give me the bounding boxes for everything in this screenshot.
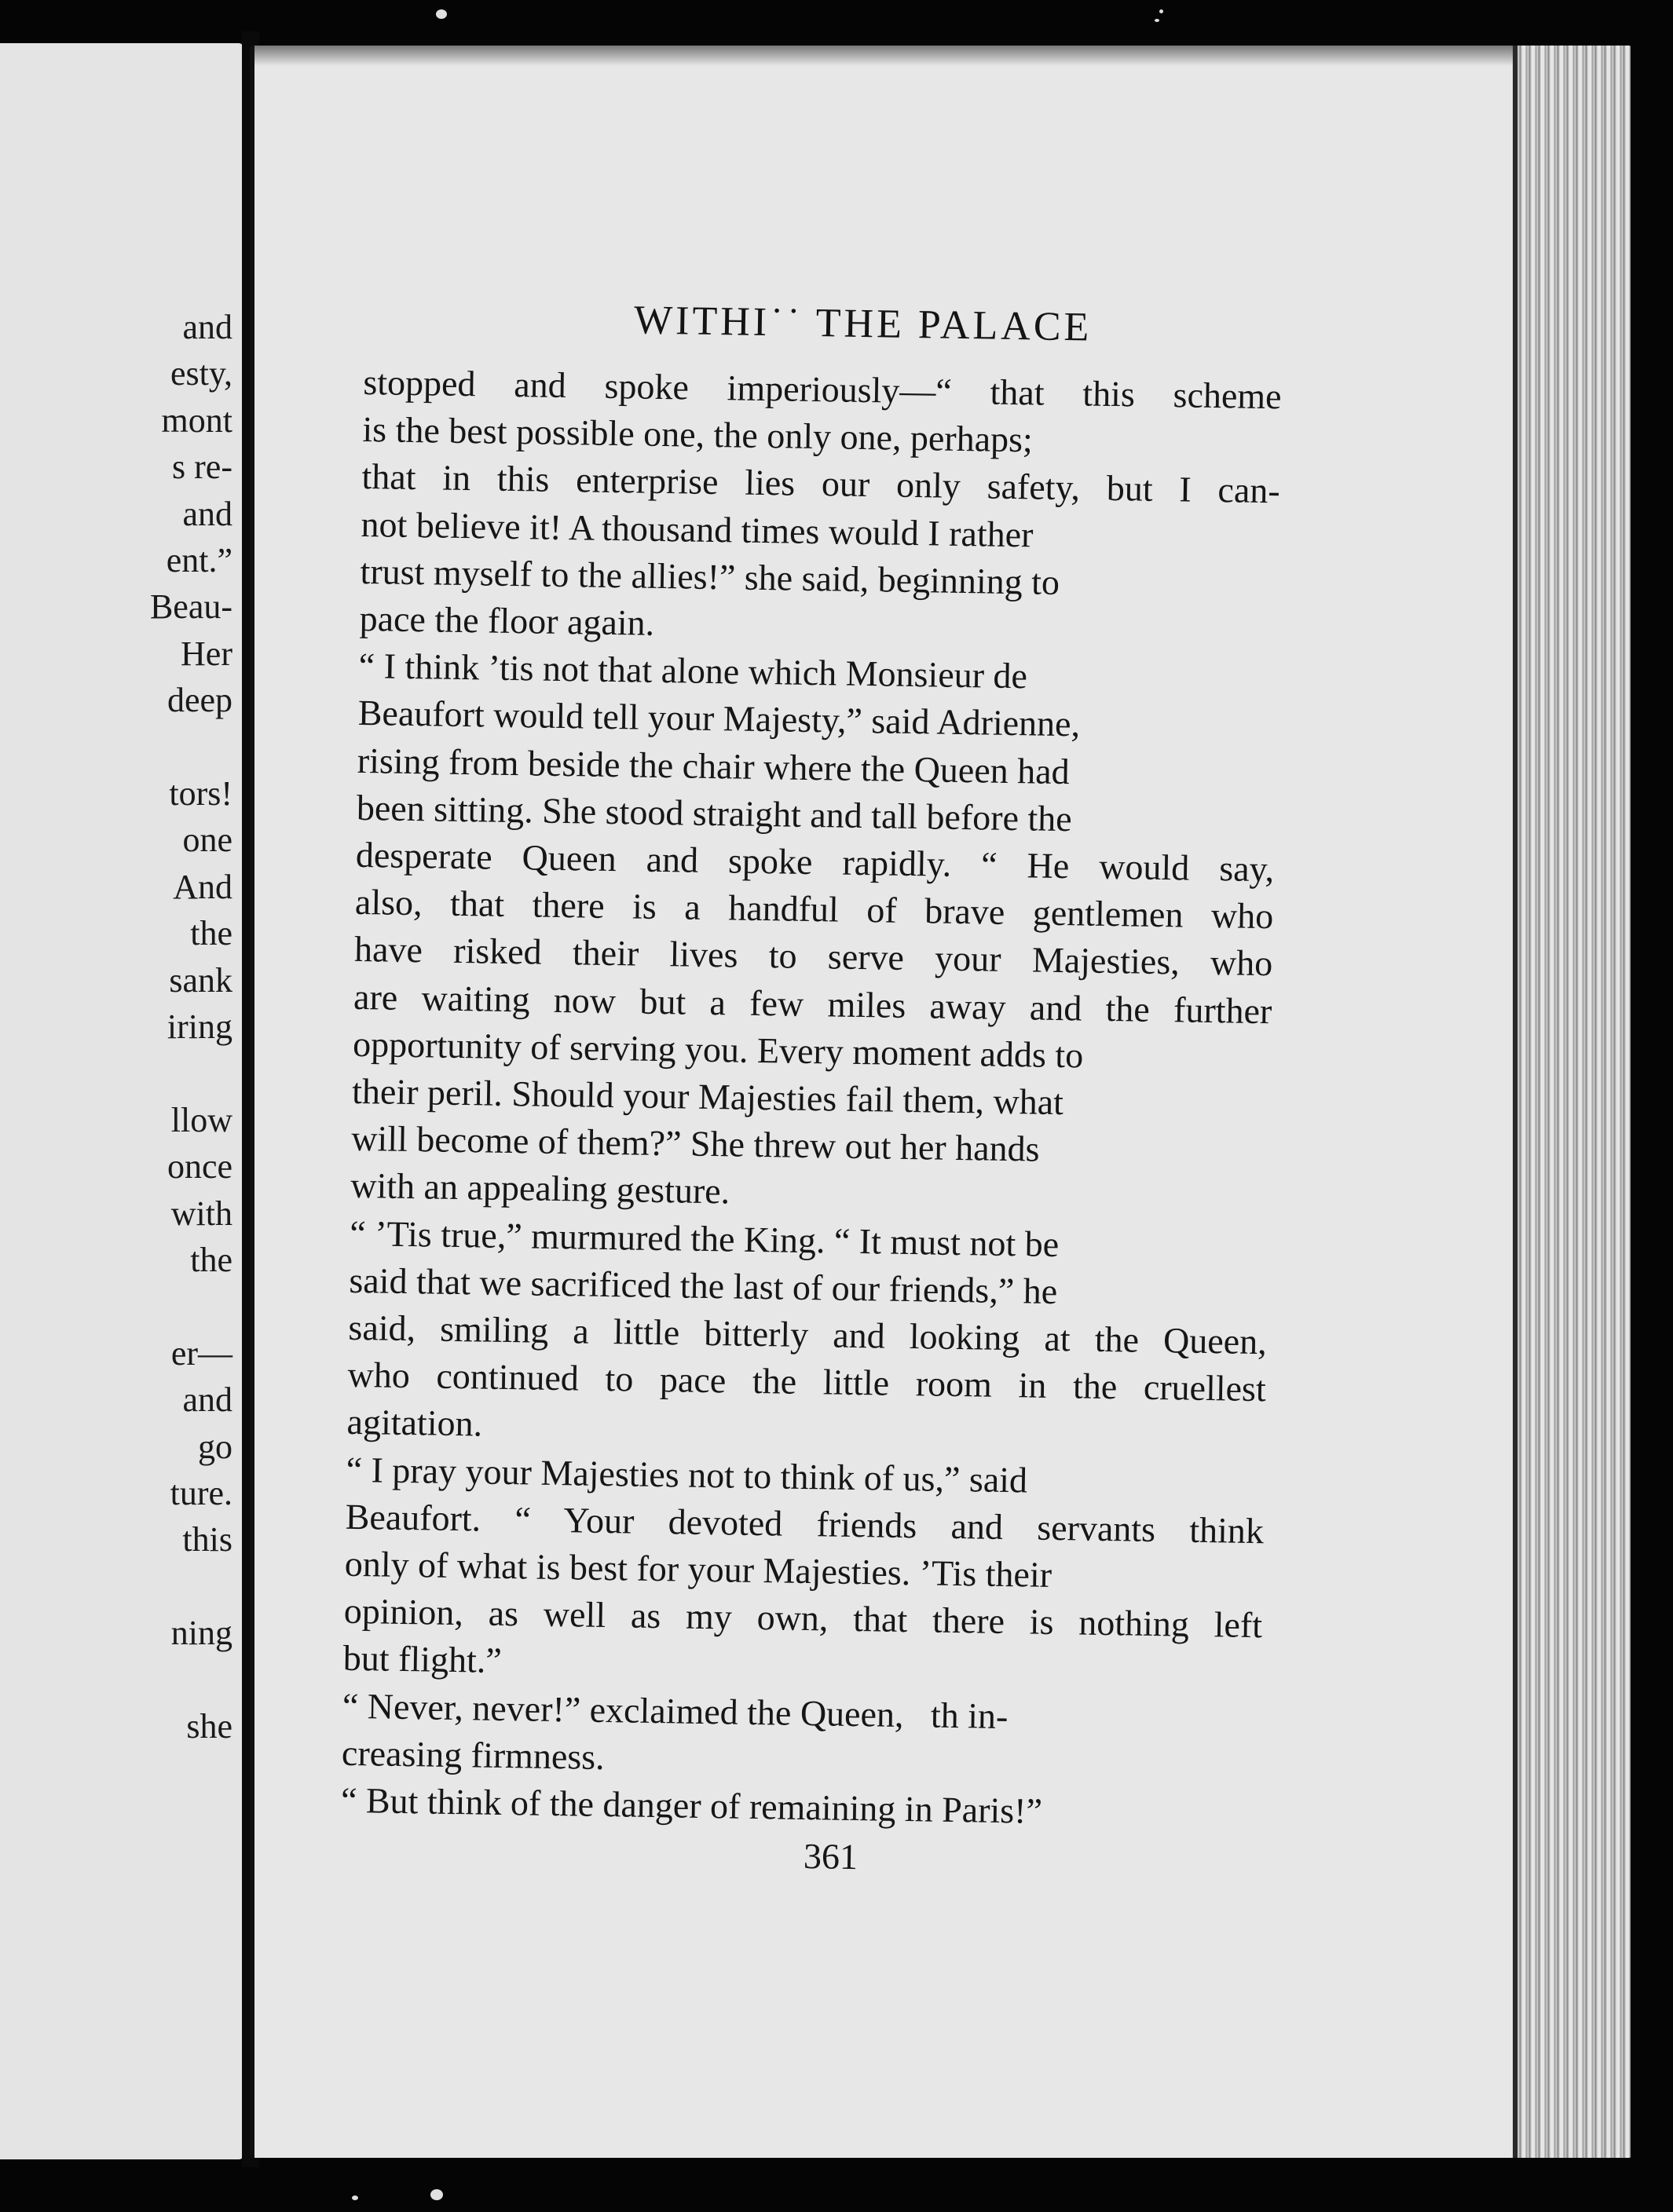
text-line: “ ’Tis true,” murmured the King. “ It must not be (350, 1212, 1060, 1264)
left-page-line: Her (181, 634, 232, 673)
left-page-line: and (182, 1380, 232, 1420)
right-page (250, 46, 1631, 2158)
text-line: have risked their lives to serve your Majesties, who (353, 929, 1273, 984)
left-page-line: tors! (169, 774, 232, 813)
left-page-line: ture. (170, 1474, 232, 1512)
text-line: only of what is best for your Majesties. ’Tis their (344, 1543, 1052, 1595)
text-line: who continued to pace the little room in the cruellest (347, 1355, 1267, 1409)
text-line: said, smiling a little bitterly and looking at the Queen, (348, 1307, 1268, 1362)
left-page-line: the (190, 914, 232, 953)
left-page-line: er— (170, 1333, 232, 1373)
text-line: are waiting now but a few miles away and the further (353, 976, 1272, 1031)
text-line: agitation. (346, 1402, 483, 1444)
text-line: creasing firmness. (341, 1732, 606, 1777)
text-line: rising from beside the chair where the Queen had (357, 740, 1071, 792)
left-page-line: with (170, 1194, 232, 1233)
left-page-line: and (182, 494, 232, 533)
dust-speck (1159, 9, 1163, 13)
text-line: desperate Queen and spoke rapidly. “ He would say, (355, 834, 1275, 890)
left-page-line: And (173, 867, 232, 906)
left-page-line: Beau- (149, 587, 232, 627)
running-head: WITHI˙˙ THE PALACE (633, 298, 1093, 350)
text-line: “ I think ’tis not that alone which Monsieur de (358, 645, 1028, 697)
text-line: with an appealing gesture. (350, 1165, 730, 1212)
left-page-line: esty, (170, 354, 232, 393)
left-page-line: she (186, 1707, 232, 1746)
left-page-line: the (190, 1241, 232, 1279)
dust-speck (430, 2189, 443, 2200)
dust-speck (436, 9, 447, 19)
text-line: “ I pray your Majesties not to think of us,” said (346, 1449, 1028, 1501)
left-page (0, 43, 243, 2159)
text-line: their peril. Should your Majesties fail them, what (351, 1070, 1064, 1123)
left-page-line: s re- (172, 448, 232, 487)
text-line: also, that there is a handful of brave gentlemen who (354, 882, 1274, 937)
left-page-line: iring (167, 1007, 232, 1046)
text-line: opportunity of serving you. Every moment adds to (352, 1023, 1084, 1076)
text-line: will become of them?” She threw out her hands (350, 1118, 1040, 1169)
text-line: opinion, as well as my own, that there is nothing left (343, 1590, 1263, 1646)
text-line: been sitting. She stood straight and tall before the (356, 787, 1073, 839)
dust-speck (1155, 19, 1159, 22)
text-line: not believe it! A thousand times would I rather (361, 503, 1034, 555)
text-line: pace the floor again. (359, 598, 655, 643)
left-page-line: mont (161, 400, 232, 440)
left-page-line: sank (169, 960, 232, 1000)
left-page-line: once (167, 1147, 232, 1186)
dust-speck (352, 2196, 358, 2200)
text-line: but flight.” (342, 1638, 503, 1681)
text-line: stopped and spoke imperiously—“ that this scheme (363, 361, 1282, 417)
left-page-line: and (182, 308, 232, 346)
text-line: “ Never, never!” exclaimed the Queen, th in- (342, 1685, 1009, 1736)
left-page-line: ent.” (166, 541, 232, 580)
left-page-line: deep (167, 681, 232, 720)
text-line: is the best possible one, the only one, perhaps; (362, 409, 1034, 460)
page-number: 361 (803, 1836, 858, 1877)
page-body (340, 298, 1598, 1877)
left-page-line: ning (170, 1614, 232, 1653)
page-top-shadow (254, 46, 1631, 66)
text-line: that in this enterprise lies our only safety, but I can- (361, 456, 1281, 511)
left-page-line: one (182, 821, 232, 860)
text-line: said that we sacrificed the last of our friends,” he (349, 1260, 1058, 1311)
page-edges (1513, 46, 1631, 2158)
left-page-line: go (198, 1427, 232, 1466)
left-page-line: this (182, 1520, 232, 1559)
text-line: Beaufort. “ Your devoted friends and servants think (345, 1496, 1265, 1551)
text-line: “ But think of the danger of remaining in Paris!” (340, 1779, 1043, 1831)
text-line: trust myself to the allies!” she said, beginning to (360, 550, 1060, 602)
text-line: Beaufort would tell your Majesty,” said Adrienne, (357, 693, 1081, 744)
left-page-line: llow (170, 1100, 232, 1139)
